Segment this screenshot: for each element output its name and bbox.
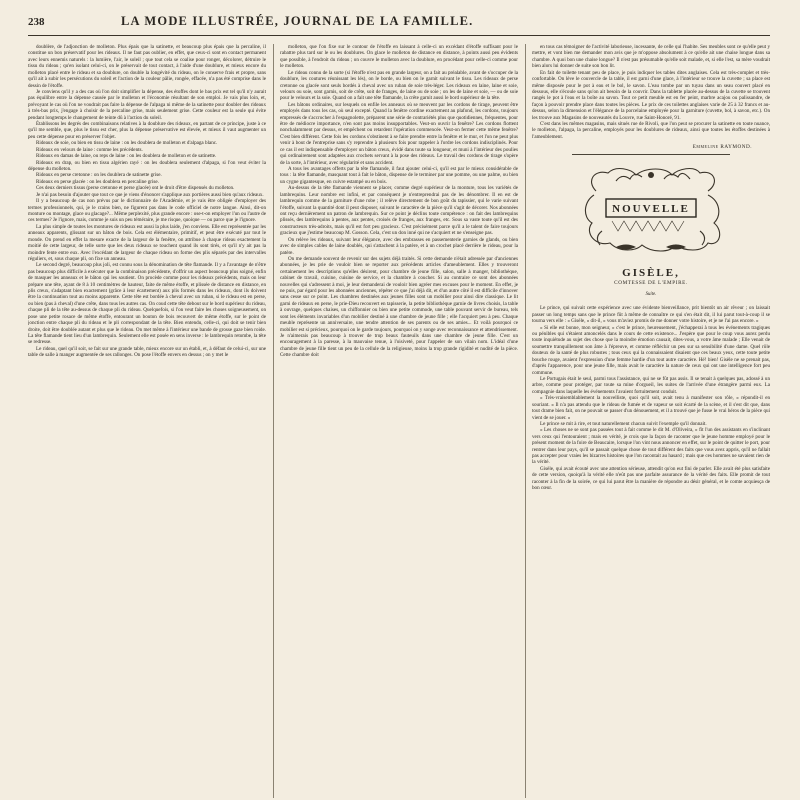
column-3	[525, 44, 770, 798]
vignette-label: NOUVELLE	[612, 203, 690, 216]
paragraph: en tous cas témoigner de l'activité laborieuse, incessante, de celle qui l'habite. Ses meubles sont ce qu'elle peut y mettre, et vont bien me demander mon avis que je m'oppose absolument à ce qu'elle ait une chaise longue dans sa chambre. A quoi bon une chaise longue? Il n'est pas présumable qu'elle soit malade, et, si elle l'est, sa mère voudrait bien alors lui donner de suite son bon lit.	[532, 44, 770, 70]
nouvelle-ornament-vignette	[576, 161, 726, 261]
article-divider	[572, 154, 730, 155]
paragraph: Rideaux en damas de laine, ou reps de laine : on les doublera de molleton et de satinette.	[36, 153, 217, 160]
article-signature: Emmeline RAYMOND.	[692, 144, 752, 151]
paragraph: Les bâtons ordinaires, sur lesquels on enfile les anneaux où se meuvent par les cordons de tirage, peuvent être employés dans tous les cas, où seul excepté. Quand la fenêtre cordine exactement au plafond, les cordons, toujours empressés de s'accrocher à l'espagnolette, préparent une série de contrariétés plus que quotidiennes, fréquentes, pour être de médiocre importance, n'en sont pas moins insupportables. Veut-on ouvrir la fenêtre? Les cordons flottent nonchalamment par dessus, et empêchent ou retardent l'opération commencée. Veut-on fermer cette même fenêtre? C'est bien différent. Cette fois les cordons s'obstinent à se faire prendre entre la fenêtre et le mur, et l'on ne peut plus venir à bout de l'entreprise sans s'y reprendre à plusieurs fois pour rappeler à l'ordre les cordons indisciplinés. Pour ce cas il est indispensable d'employer un bâton creux, évidé dans toute sa longueur, et muni à l'intérieur des poulies qui ordinairement sont adaptées aux crochets servant à la pose des rideaux. Le travail des cordons de tirage s'opère de la sorte, à l'intérieur, avec régularité et sans accident.	[280, 101, 518, 166]
paragraph: doublère, de l'adjonction de molleton. Plus épais que la satinette, et beaucoup plus épais que la percaline, il constitue un bon préservatif pour les rideaux. Il ne faut pas oublier, en effet, que ceux-ci sont en contact permanent avec leurs ennemis naturels : la lumière, l'air, le soleil ; que tout cela se coalise pour ronger, décolorer, détruire le tissu du rideau ; qu'en isolant celui-ci, on le préservait de tout contact, à l'aide d'une doublure, et mieux encore du molleton placé entre le rideau et sa doublure, on double la longévité du rideau, on le conserve frais et propre, sans qu'il ait à subir les persécutions du soleil et l'action de la couleur pâlie, rongée, effacée, n'a pas été comprise dans le dessin de l'étoffe.	[28, 44, 266, 89]
paragraph: Ces deux derniers tissus (perse cretonne et perse glacée) ont le droit d'être dispensés du molleton.	[36, 185, 235, 192]
column-2	[273, 44, 518, 798]
paragraph: Au-dessus de la tête flamande viennent se placer, comme degré supérieur de la monture, tous les variétés de lambrequins. Leur nombre est infini, et par conséquent je n'entreprendrai pas de les dénombrer. Il en est de lambrequin comme de la garniture d'une robe ; il relève directement de bon goût du tapissier, qui le varie suivant l'étoffe, suivant la quantité dont il peut disposer, suivant le caractère de la pièce qu'il s'agit de décorer. Nos abonnées ont reçu dernièrement un patron de lambrequin. Sur ce point je déclins toute compétence : on fait des lambrequins plissés, des lambrequins à pentes, aux pentes, croisés de franges, aux franges, etc. Sous sa vaste toute qu'il est des constructeurs très-adroits, mais qu'il est fort peu gracieux. C'est précisément parce qu'il a le talent de faire toujours gracieux que j'estime beaucoup M. Gosson. Cela, c'est un don inné qui ne s'acquiert et ne s'enseigne pas.	[280, 185, 518, 237]
paragraph: Le prince se mit à rire, et tout naturellement chacun suivit l'exemple qu'il donnait.	[540, 420, 707, 427]
column-1	[28, 44, 266, 798]
paragraph: Rideaux en perse glacée : on les doublera en percaline grise.	[36, 178, 159, 185]
paragraph: « Très-vraisemblablement la nouvelliste, quoi qu'il soit, avait tenu à manifester son rôle, » répondit-il en souriant. « Il n'a pas attendu que le rideau de fumée et de vapeur se soit écarté de la scène, et il s'est dit que, dans tout drame bien fait, on ne pouvait se passer d'un dénouement, et il a trouvé que je fusse le vrai héros de la pièce qui vient de se jouer. »	[532, 395, 770, 421]
paragraph: On me demande souvent de revenir sur des sujets déjà traités. Si cette demande n'était adressée par d'anciennes abonnées, je les prie de vouloir bien se reporter aux précédents articles d'ameublement. Elles y trouveront certainement les descriptions qu'elles désirent, pour chambre de jeune fille, salon, salle à manger, bibliothèque, cabinet de travail, cuisine, cuisine de service, et la chambre à coucher. Si au contraire ce sont des abonnées nouvelles qui s'adressent à moi, je leur demanderai de vouloir bien agréer mes excuses pour le moment. En effet, je ne puis, par égard pour les abonnées anciennes, répéter ce que j'ai déjà dit, et d'un autre côté il est difficile d'innover sans cesse sur ce point. Les chambres destinées aux jeunes filles sont un mobilier pour ainsi dire classique. Le lit garni de rideaux en perse, le prie-Dieu recouvert en tapisserie, la petite bibliothèque garnie de livres choisis, la table à ouvrage, quelques chaises, un chiffonnier ou bien une petite commode, une table pouvant servir de bureau, tels sont les éléments invariables d'un mobilier destiné à une chambre de jeune fille ; elle l'acquiert peu à peu. Chaque meuble représente un anniversaire, une tendre attention de ses parents ou de ses amies... Et voilà pourquoi ce mobilier est si précieux, pourquoi on le garde toujours, pourquoi on y songe avec reconnaissance et attendrissement. Je n'aimerais pas beaucoup à trouver de trop beaux fauteuils dans une chambre de jeune fille. C'est un encouragement à la paresse, à la mauvaise tenue, à l'oisiveté, pour l'appeler de son vilain nom. L'idéal d'une chambre de jeune fille tient un peu de la cellule de la religieuse, moins la trop grande rigidité et nudité de la pièce. Cette chambre doit	[280, 255, 518, 359]
paragraph: « Si elle est bonne, mon seigneur, » c'est le prince, heureusement, j'échapperai à tous les événements tragiques ou pénibles qui s'étaient amoncelés dans le cours de cette existence... J'espère que pour le coup vous aurez perdu toute inquiétude au sujet des chose que la moindre émotion causait, dites-vous, a votre âme malade ; Elle venait de soumettre tranquillement son âme à l'épreuve, et comme réfléchir un peu sur sa sensibilité d'une dame. Quel rôle douteux de la santé de plus robustes ; tous ceux qui la connaissaient disaient que ces beaux yeux, cette toute petite bouche rouge, avaient l'expression d'une femme hardie d'un tout autre caractère. Hé! bien! Gisèle ne se prenait pas, d'après l'apparence, pour une jeune fille, mais avait le caractère la nature de ceux qui ont une intelligence fort peu commune.	[532, 324, 770, 376]
paragraph: A tous les avantages offerts par la tête flamande, il faut ajouter celui-ci, qu'il est par le mieux considérable de tous : la tête flamande, masquant tout à fait le bâton, dispense de le terminer par une pomme, ou une palme, ou bien un cygne gigantesque, en cuivre estampé ou en bois.	[280, 166, 518, 185]
paragraph: Le rideau, quel qu'il soit, se fait sur une grande table, mieux encore sur un établi, et, à défaut de celui-ci, sur une table de salle à manger augmentée de ses rallonges. On pose l'étoffe envers en dessus ; on y met le	[28, 345, 266, 359]
paragraph: Le Portugais était le seul, parmi tous l'assistance, qui ne se fût pas assis. Il se tenait à quelques pas, adossé à un arbre, comme pour protéger, par toute sa mine d'orgueil, les suites de l'arrivée d'une étrangère parmi eux. La compagnie dans laquelle les événements l'avaient fortuitement conduit.	[532, 375, 770, 395]
paragraph: Rideaux en drap, ou bien en tissu algérien rayé : on les doublera seulement d'alpaga, si l'on veut éviter la dépense du molleton.	[28, 159, 266, 173]
paragraph: La plus simple de toutes les montures de rideaux est aussi la plus laide, j'en conviens. Elle est représentée par les anneaux apparents, glissant sur un bâton de bois. Cela est élémentaire, primitif, et peut être exécuté par tout le monde. On prend en effet la mesure exacte de la largeur de la fenêtre, on attribue à chaque rideau exactement la moitié de cette largeur, de telle sorte que les deux rideaux se touchent quand ils sont tirés, et qu'il n'y ait pas la moindre fente entre eux. Avec l'excédant de largeur de chaque rideau on forme des plis séparés par des intervalles réguliers, et, sous chaque pli, on fixe un anneau.	[28, 223, 266, 262]
paragraph: En fait de toilette tenant peu de place, je puis indiquer les tables dites anglaises. Cela est très-complet et très-confortable. On lève le couvercle de la table, il est garni d'une glace, à l'intérieur se trouve la cuvette ; sa place est même disposée pour le pot à eau et le bol, le savon. L'eau tombe par un tuyau dans un seau couvert placé en dessous, elle s'écoule sans qu'on ait besoin de la couvrir. Dans la tablette placée au-dessus de la cuvette se trouvent rangés le pot à l'eau et la boîte au savon. Tout ce petit meuble est en fer peint, marbre acajou ou palissandre, de façon à pouvoir prendre place dans toutes les pièces. Le prix de ces toilettes anglaises varie de 25 à 32 francs et au-dessus, selon la dimension et l'élégance de la porcelaine employée pour la garniture (cuvette, bol, à savon, etc.). On les trouve aux Magasins de nouveautés du Louvre, rue Saint-Honoré, 91.	[532, 69, 770, 121]
paragraph: Gisèle, qui avait écouté avec une attention sérieuse, attendit qu'on eut fini de parler. Elle avait été plus satisfaite de cette version, quoiqu'à la vérité elle n'eût pas une parfaite assurance de la vérité des faits. Elle promit de tout raconter à la fin de la soirée, ce qui lui parut être la manière de répondre au désir général, et le comte acquiesça de bon cœur.	[532, 465, 770, 492]
paragraph: Rideaux en velours de laine : comme les précédents.	[36, 146, 143, 153]
story-subtitle: COMTESSE DE L'EMPIRE.	[614, 280, 688, 287]
paragraph: molleton, que l'on fixe sur le contour de l'étoffe en laissant à celle-ci un excédant d'étoffe suffisant pour le rabattre plus tard sur le ou les doublures. On glace le molleton de distance en distance, à points aussi peu évidents que possible, à l'endroit du rideau ; on couvre le molleton avec la doublure, en procédant pour celle-ci comme pour le molleton.	[280, 44, 518, 70]
text-columns	[28, 44, 770, 798]
paragraph: « Les choses ne se sont pas passées tout à fait comme le dit M. d'Oliveira, » fit l'un des assistants en s'inclinant vers ceux qui l'entouraient ; mais en vérité, je crois que la façon de raconter que le jeune homme employé pour le présent moment de la foire de Beaucaire, lorsque l'on vint nous annoncer en effet, sur le point de quitter le port, pour rentrer dans leur pays, qu'il se passait quelque chose de tout différent des faits que vous avez appris, qu'il ne fallait pas accepter pour vraies les bizarres histoires que l'on racontait au hasard ; mais que ces hommes ne savaient rien de la vérité.	[532, 427, 770, 466]
paragraph: Il y a beaucoup de cas non prévus par le dictionnaire de l'Académie, et je vais être obligée d'employer des termes professionnels, qui, je le crains bien, ne figurent pas dans le code officiel de notre langue. Ainsi, dit-on monture ou montage, glace ou glacage?... Même perplexité, plus grande encore : ose-t-on employer l'un ou l'autre de ces termes? Je l'ignore, mais, comme je suis un peu téméraire, je me risque, quoique — ou parce que je l'ignore.	[28, 198, 266, 224]
journal-title: LA MODE ILLUSTRÉE, JOURNAL DE LA FAMILLE.	[121, 14, 474, 28]
paragraph: Rideaux de soie, ou bien en tissu de laine : on les doublera de molleton et d'alpaga blanc.	[36, 140, 218, 147]
column-3-article-end	[532, 44, 770, 140]
paragraph: On relève les rideaux, suivant leur élégance, avec des embrasses en passementerie garnies de glands, ou bien avec de simples cables de laine doublés, qui s'attachent à la patère, et à un crochet placé derrière le rideau, pour la patère.	[280, 236, 518, 256]
page-number: 238	[28, 16, 45, 28]
paragraph: Le rideau connu de la sorte (si l'étoffe n'est pas en grande largeur, on a fait au préalable, avant de s'occuper de la doublure, les coutures réunissant les lés), on le borde, ou bien on le garnit suivant le tissu. Les rideaux de perse cretonne ou glacée sont seuls bordés à cheval avec un ruban de soie très-léger. Les rideaux en laine, laine et soie, velours ou soie, sont garnis, soit de crête, soit de franges, de laine ou de soie ; on les de laine et soie, — ou de soie pour le velours et la soie. Quand on a fait une tête flamande, la crête garnit aussi le bord supérieur de la tête.	[280, 69, 518, 102]
story-title: GISÈLE,	[622, 267, 680, 280]
story-text	[532, 305, 770, 491]
paragraph: Établissons les degrés des combinaisons relatives à la doublure des rideaux, en partant de ce principe, juste à ce qu'il me semble, que, plus le tissu est cher, plus la dépense préservative est élevée, et mieux il vaut augmenter un peu cette dépense pour en préserver l'objet.	[28, 121, 266, 140]
paragraph: Je n'ai pas besoin d'ajouter que tout ce que je viens d'énoncer s'applique aux portières aussi bien qu'aux rideaux.	[36, 191, 264, 198]
paragraph: Le prince, qui suivait cette expérience avec une évidente bienveillance, prit bientôt un air rêveur ; on laissait passer un long temps sans que le prince fût à même de connaître ce qui s'en était dit, il lui parut tout-à-coup il se tourna vers elle : « Gisèle, » dit-il, « vous m'aviez promis de me donner votre histoire, et je ne l'ai pas encore. »	[532, 305, 770, 325]
paragraph: Rideaux en perse cretonne : on les doublera de satinette grise.	[36, 172, 162, 179]
page-header	[28, 14, 770, 36]
paragraph: Je conviens qu'il y a des cas où l'on doit simplifier la dépense, des étoffes dont le bas prix est tel qu'il n'y aurait pas équilibre entre la dépense causée par le molleton et l'économie résultant de son emploi. Je vais plus loin, et, prévoyant le cas où l'on ne voudrait pas faire la dépense de l'alpaga ni même de la satinette pour doubler des rideaux à très-bas prix, j'engage à choisir de la percaline grise, mais seulement grise. Cette couleur est la seule qui évite pendant longtemps le changement de teinte dû à l'action du soleil.	[28, 88, 266, 121]
story-continuation-note: Suite.	[645, 292, 657, 298]
paragraph: Le second degré, beaucoup plus joli, est connu sous la dénomination de tête flamande. Il y a l'avantage de n'être pas beaucoup plus difficile à exécuter que la combinaison précédente, d'offrir un aspect beaucoup plus soigné, enfin de masquer les anneaux et le bâton qui les soutient. On procède comme pour les rideaux précédents, mais on leur prépare une tête, ayant de 8 à 10 centimètres de hauteur, faite de même étoffe, et plissée de distance en distance, en plis creux, s'adaptant bien exactement (grâce à leur écartement) aux plis formés dans les rideaux, dont ils doivent être la continuation tout au moins apparente. Cette tête est bordée à cheval avec un ruban, si le rideau est en perse, ou bien (pas à cheval) d'une crête, dans tous les autres cas. On coud cette tête debout sur le bord supérieur du rideau, chaque pli de la tête au-dessus de chaque pli du rideau. Quelquefois, si l'on veut faire les choses soigneusement, on pose une petite rosace de même étoffe, entourant un bouton de bois recouvert de même étoffe, sur le point de jonction entre chaque pli du rideau et le pli correspondant de la tête. Bien entendu, celle-ci, qui doit se tenir bien droite, doit être doublée autant et plus que le rideau. On met même à l'intérieur une bande de grosse gaze bien roide. La tête flamande tient lieu d'un lambrequin. Seulement elle est posée en sens inverse : le lambrequin retombe, la tête se redresse.	[28, 262, 266, 346]
paragraph: C'est dans les mêmes magasins, mais situés rue de Rivoli, que l'on peut se procurer la satinette en toute nuance, le molleton, l'alpaga, la percaline, employés pour les doublures de rideaux, ainsi que toutes les étoffes destinées à l'ameublement.	[532, 121, 770, 140]
